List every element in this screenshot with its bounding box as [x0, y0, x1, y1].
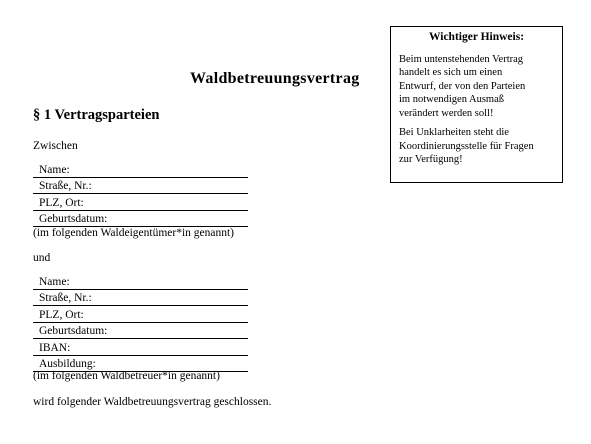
notice-title: Wichtiger Hinweis: — [428, 31, 525, 43]
party2-postcode-city-field[interactable] — [33, 306, 248, 323]
party1-fields — [33, 161, 248, 227]
party2-street-field[interactable] — [33, 290, 248, 307]
connector-text: und — [33, 252, 51, 264]
field-label: Straße, Nr.: — [39, 180, 92, 192]
intro-text: Zwischen — [33, 140, 78, 152]
party1-birthdate-field[interactable] — [33, 211, 248, 228]
field-label: PLZ, Ort: — [39, 196, 84, 209]
party1-role-note: (im folgenden Waldeigentümer*in genannt) — [33, 227, 235, 239]
party2-birthdate-field[interactable] — [33, 323, 248, 340]
party1-postcode-city-field[interactable] — [33, 194, 248, 211]
important-notice-box — [390, 26, 563, 183]
field-label: Geburtsdatum: — [39, 325, 108, 337]
party2-role-note: (im folgenden Waldbetreuer*in genannt) — [33, 370, 220, 382]
field-label: IBAN: — [39, 341, 71, 354]
document-title: Waldbetreuungsvertrag — [190, 70, 360, 87]
party2-iban-field[interactable] — [33, 339, 248, 356]
party1-name-field[interactable] — [33, 161, 248, 178]
field-label: Ausbildung: — [39, 358, 96, 370]
field-label: Name: — [39, 163, 70, 176]
field-label: PLZ, Ort: — [39, 308, 84, 321]
closing-text: wird folgender Waldbetreuungsvertrag geschlossen. — [33, 396, 272, 408]
field-label: Straße, Nr.: — [39, 292, 92, 304]
notice-paragraph-draft: Beim untenstehenden Vertrag handelt es sich um einen Entwurf, der von den Parteien im notwendigen Ausmaß verändert werden soll! — [399, 53, 526, 119]
party1-street-field[interactable] — [33, 178, 248, 195]
field-label: Name: — [39, 275, 70, 288]
notice-paragraph-contact: Bei Unklarheiten steht die Koordinierungsstelle für Fragen zur Verfügung! — [399, 127, 534, 165]
party2-fields — [33, 273, 248, 372]
section-heading-vertragsparteien: § 1 Vertragsparteien — [33, 107, 160, 123]
field-label: Geburtsdatum: — [39, 213, 108, 225]
party2-name-field[interactable] — [33, 273, 248, 290]
